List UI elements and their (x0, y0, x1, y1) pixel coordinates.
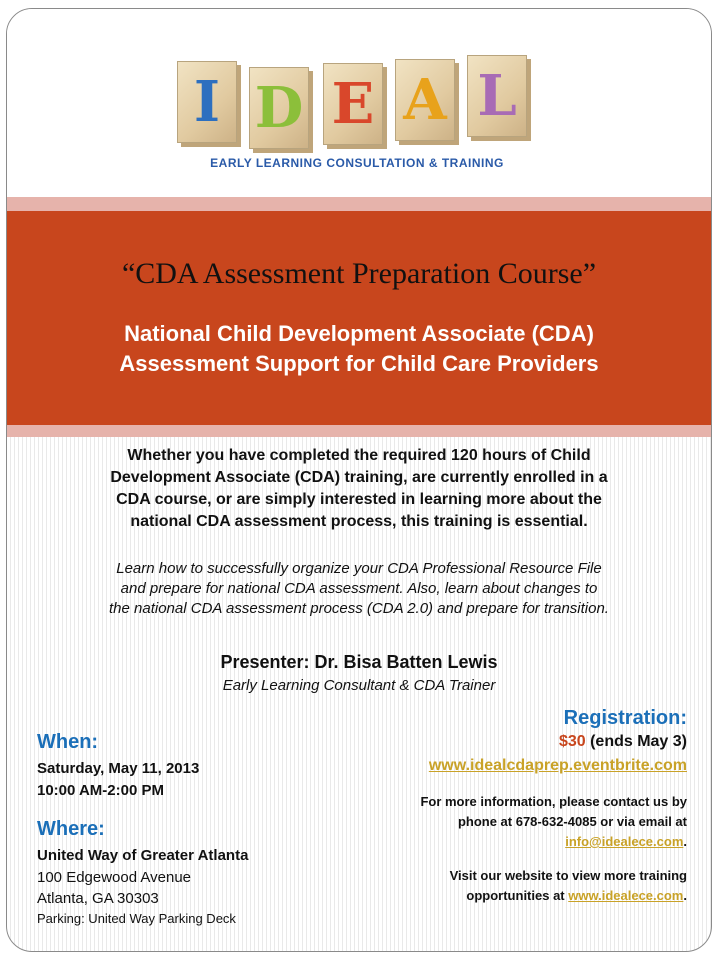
learn-line: Learn how to successfully organize your CDA Professional Resource File (116, 560, 602, 577)
when-heading: When: (37, 731, 99, 753)
logo-area (7, 9, 711, 197)
ideal-logo (167, 45, 547, 185)
where-heading: Where: (37, 818, 105, 840)
contact-line: phone at 678-632-4085 or via email at (457, 814, 687, 829)
logo-block-5 (467, 55, 527, 137)
intro-line: Development Associate (CDA) training, are currently enrolled in a (110, 469, 608, 486)
price-note: (ends May 3) (585, 733, 687, 750)
logo-letter: E (331, 71, 375, 137)
course-subtitle-line: Assessment Support for Child Care Providers (119, 351, 599, 376)
logo-letter: A (403, 67, 447, 133)
contact-line: For more information, please contact us by (420, 794, 687, 809)
logo-tagline: EARLY LEARNING CONSULTATION & TRAINING (210, 156, 504, 170)
intro-paragraph (27, 445, 691, 533)
divider-strip-top (7, 197, 711, 211)
parking-info: Parking: United Way Parking Deck (37, 911, 236, 926)
website-info (337, 866, 687, 906)
learn-paragraph (27, 559, 691, 619)
logo-block-3 (323, 63, 383, 145)
learn-line: and prepare for national CDA assessment. Also, learn about changes to (120, 580, 598, 597)
presenter-name: Presenter: Dr. Bisa Batten Lewis (220, 652, 498, 672)
event-date: Saturday, May 11, 2013 (37, 760, 200, 777)
logo-block-2 (249, 67, 309, 149)
course-subtitle (7, 319, 711, 379)
venue-city: Atlanta, GA 30303 (37, 890, 159, 907)
logo-block-4 (395, 59, 455, 141)
learn-line: the national CDA assessment process (CDA 2.0) and prepare for transition. (109, 600, 609, 617)
intro-line: Whether you have completed the required 120 hours of Child (127, 447, 591, 464)
period: . (683, 834, 687, 849)
divider-strip-bottom (7, 425, 711, 437)
registration-link[interactable]: www.idealcdaprep.eventbrite.com (428, 757, 687, 774)
price-amount: $30 (558, 733, 586, 750)
period: . (683, 888, 687, 903)
logo-letter: L (477, 63, 517, 129)
website-prefix: opportunities at (466, 888, 569, 903)
course-title: “CDA Assessment Preparation Course” (121, 257, 597, 290)
event-details (37, 731, 357, 929)
presenter-role: Early Learning Consultant & CDA Trainer (222, 677, 496, 694)
logo-letter: D (254, 75, 304, 141)
logo-letter: I (193, 69, 221, 135)
website-link[interactable]: www.idealece.com (568, 888, 684, 903)
email-link[interactable]: info@idealece.com (565, 834, 684, 849)
venue-name: United Way of Greater Atlanta (37, 847, 249, 864)
logo-block-1 (177, 61, 237, 143)
intro-line: CDA course, or are simply interested in learning more about the (116, 491, 602, 508)
registration-details (337, 707, 687, 906)
event-time: 10:00 AM-2:00 PM (37, 782, 164, 799)
registration-price (337, 730, 687, 754)
registration-heading: Registration: (563, 707, 687, 729)
intro-line: national CDA assessment process, this training is essential. (130, 513, 588, 530)
venue-street: 100 Edgewood Avenue (37, 869, 192, 886)
contact-info (337, 792, 687, 852)
course-subtitle-line: National Child Development Associate (CDA) (124, 321, 594, 346)
website-line: Visit our website to view more training (449, 868, 687, 883)
title-banner (7, 211, 711, 425)
flyer-card (6, 8, 712, 952)
